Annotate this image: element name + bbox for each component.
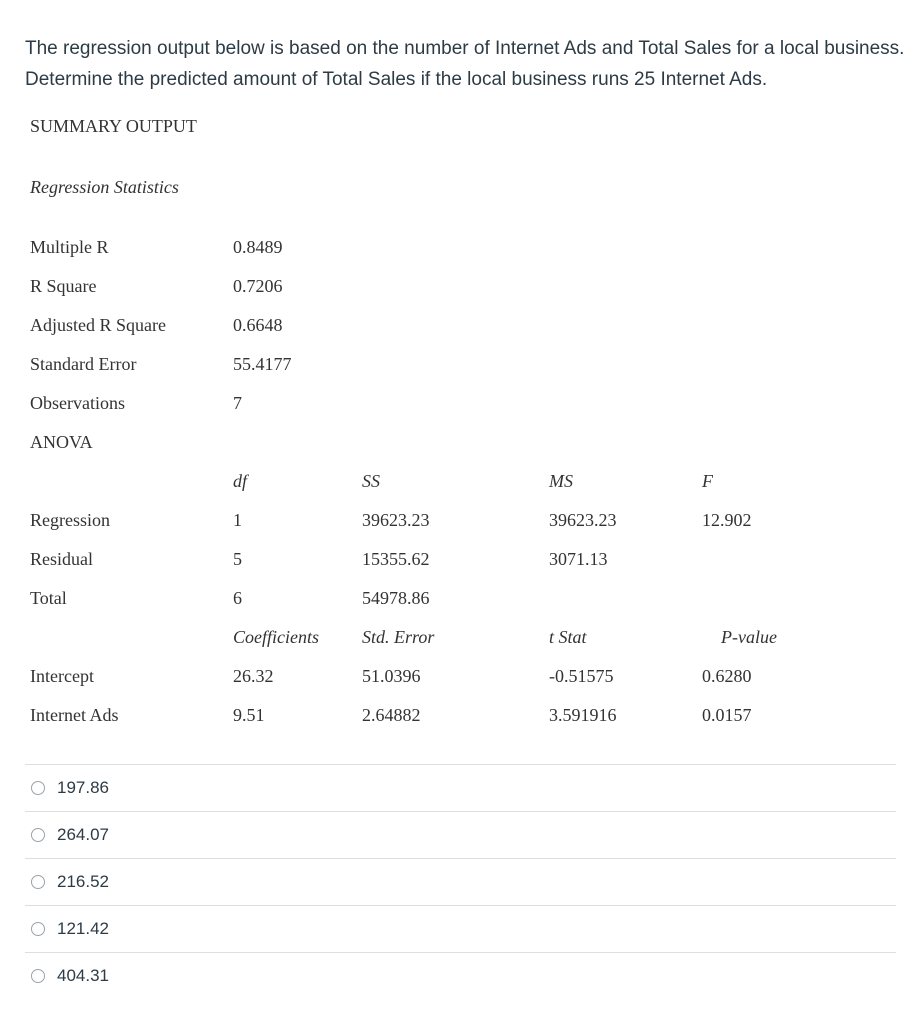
anova-ss: 15355.62 <box>362 549 430 569</box>
coef-t-stat: -0.51575 <box>549 666 614 686</box>
answer-option-2[interactable] <box>25 811 896 858</box>
coef-row-label: Internet Ads <box>30 705 119 725</box>
stat-value: 0.7206 <box>233 276 283 296</box>
coef-header-coefficients: Coefficients <box>233 627 319 647</box>
coef-header-std-error: Std. Error <box>362 627 435 647</box>
anova-ss: 39623.23 <box>362 510 430 530</box>
stat-value: 55.4177 <box>233 354 292 374</box>
radio-button-icon[interactable] <box>31 828 45 842</box>
radio-button-icon[interactable] <box>31 922 45 936</box>
answer-options <box>25 764 896 999</box>
answer-option-label[interactable]: 197.86 <box>57 778 109 797</box>
anova-header-ss: SS <box>362 471 380 491</box>
anova-header-ms: MS <box>549 471 573 491</box>
radio-button-icon[interactable] <box>31 875 45 889</box>
coef-t-stat: 3.591916 <box>549 705 617 725</box>
coef-value: 9.51 <box>233 705 265 725</box>
stat-label: Standard Error <box>30 354 137 374</box>
answer-option-1[interactable] <box>25 764 896 811</box>
coef-p-value: 0.6280 <box>702 666 752 686</box>
stat-label: R Square <box>30 276 97 296</box>
coef-std-error: 51.0396 <box>362 666 421 686</box>
answer-option-label[interactable]: 121.42 <box>57 919 109 938</box>
stat-label: Observations <box>30 393 125 413</box>
anova-header-f: F <box>702 471 713 491</box>
anova-ms: 3071.13 <box>549 549 608 569</box>
coef-std-error: 2.64882 <box>362 705 421 725</box>
anova-df: 5 <box>233 549 242 569</box>
answer-option-label[interactable]: 264.07 <box>57 825 109 844</box>
anova-row-label: Residual <box>30 549 93 569</box>
question-text: The regression output below is based on the number of Internet Ads and Total Sales for a local business. Determine the predicted amount of Total Sales if the local business runs 25 Internet Ads. <box>25 38 905 90</box>
anova-df: 6 <box>233 588 242 608</box>
anova-title: ANOVA <box>30 432 93 452</box>
stat-label: Adjusted R Square <box>30 315 166 335</box>
coef-header-t-stat: t Stat <box>549 627 587 647</box>
answer-option-label[interactable]: 216.52 <box>57 872 109 891</box>
stat-label: Multiple R <box>30 237 109 257</box>
anova-header-df: df <box>233 471 248 491</box>
anova-row-label: Regression <box>30 510 110 530</box>
answer-option-4[interactable] <box>25 905 896 952</box>
coef-row-label: Intercept <box>30 666 94 686</box>
coef-header-p-value: P-value <box>721 627 777 647</box>
anova-df: 1 <box>233 510 242 530</box>
stat-value: 7 <box>233 393 242 413</box>
answer-option-label[interactable]: 404.31 <box>57 966 109 985</box>
anova-ms: 39623.23 <box>549 510 617 530</box>
regression-statistics-title: Regression Statistics <box>30 177 179 197</box>
stat-value: 0.8489 <box>233 237 283 257</box>
coef-value: 26.32 <box>233 666 274 686</box>
answer-option-3[interactable] <box>25 858 896 905</box>
coef-p-value: 0.0157 <box>702 705 752 725</box>
stat-value: 0.6648 <box>233 315 283 335</box>
anova-row-label: Total <box>30 588 67 608</box>
radio-button-icon[interactable] <box>31 969 45 983</box>
radio-button-icon[interactable] <box>31 781 45 795</box>
summary-output-title: SUMMARY OUTPUT <box>30 116 197 136</box>
anova-f: 12.902 <box>702 510 752 530</box>
answer-option-5[interactable] <box>25 952 896 999</box>
anova-ss: 54978.86 <box>362 588 430 608</box>
